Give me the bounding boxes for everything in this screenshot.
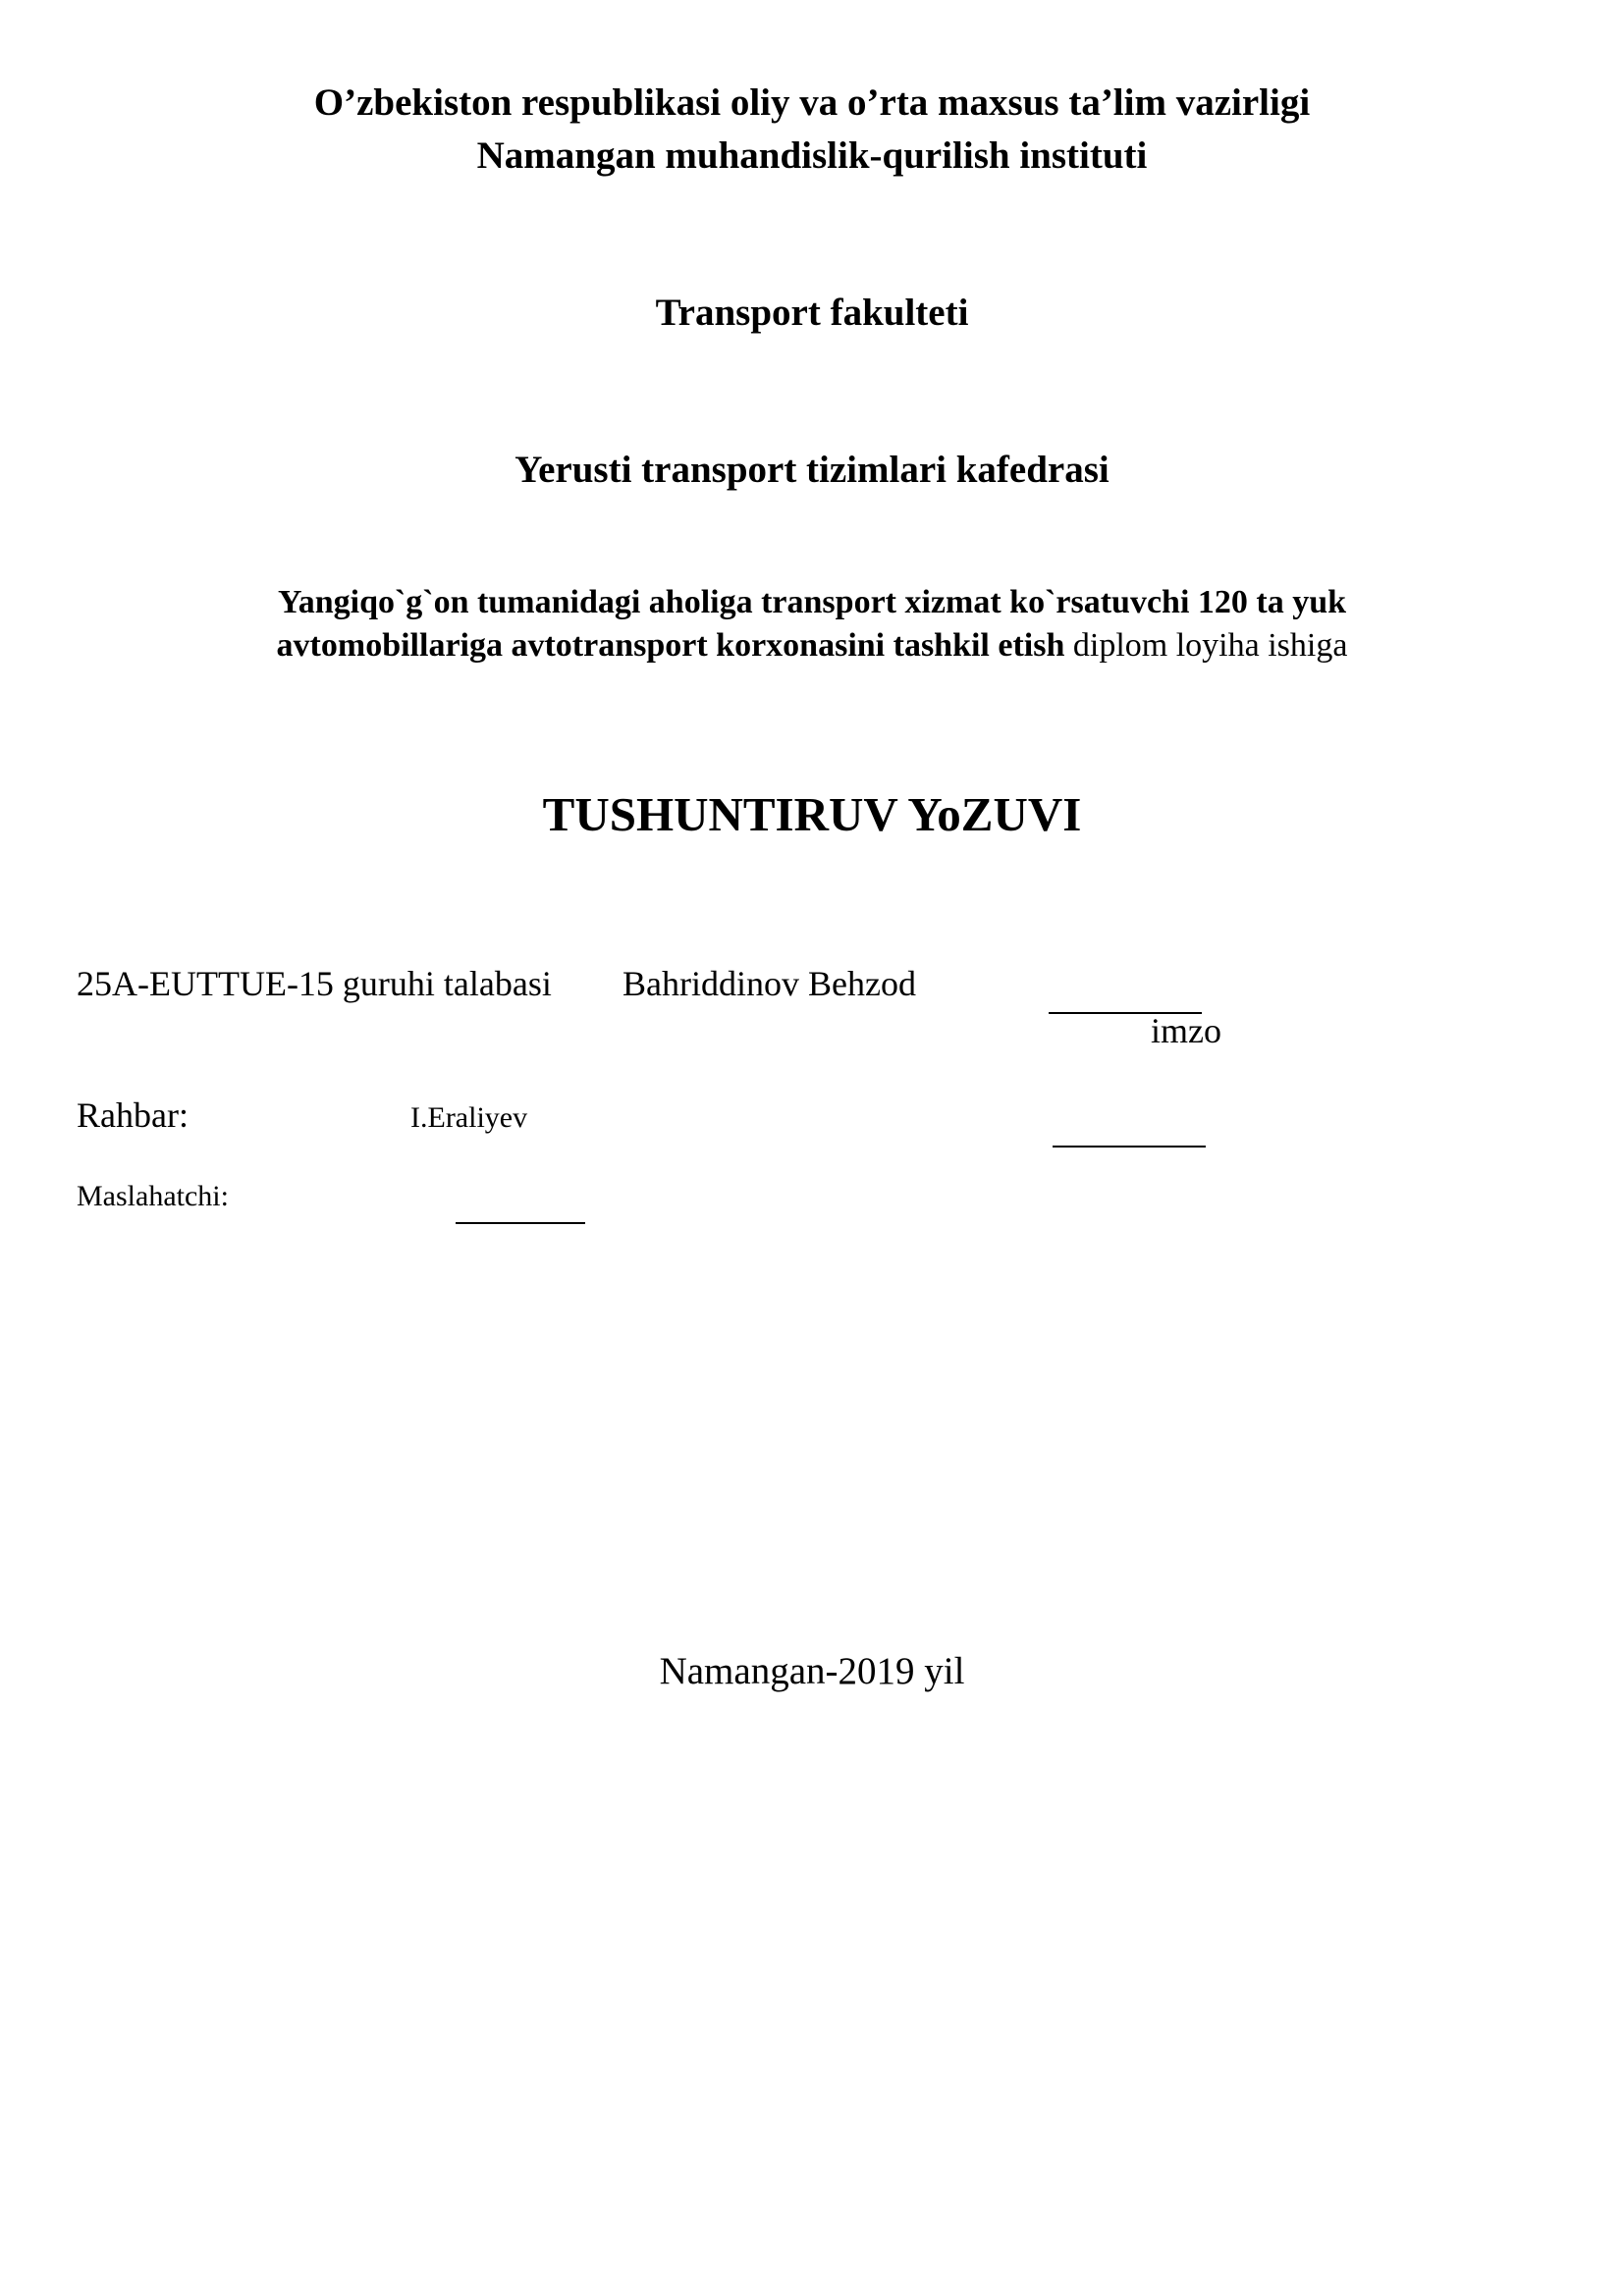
department-heading: Yerusti transport tizimlari kafedrasi xyxy=(514,449,1110,491)
city-year: Namangan-2019 yil xyxy=(659,1650,965,1692)
supervisor-signature-line xyxy=(1053,1135,1206,1152)
project-topic-plain: diplom loyiha ishiga xyxy=(1064,627,1348,664)
consultant-label: Maslahatchi: xyxy=(77,1180,229,1212)
project-topic-line2 xyxy=(0,624,1624,667)
faculty-heading: Transport fakulteti xyxy=(655,292,969,334)
consultant-signature-line xyxy=(456,1211,585,1229)
project-topic-bold: avtomobillariga avtotransport korxonasini tashkil etish xyxy=(276,627,1065,664)
student-name: Bahriddinov Behzod xyxy=(623,964,916,1003)
ministry-heading: O’zbekiston respublikasi oliy va o’rta maxsus ta’lim vazirligi xyxy=(313,81,1311,124)
supervisor-label: Rahbar: xyxy=(77,1095,189,1135)
student-group-label: 25A-EUTTUE-15 guruhi talabasi xyxy=(77,964,552,1003)
project-topic-line1: Yangiqo`g`on tumanidagi aholiga transport xizmat ko`rsatuvchi 120 ta yuk xyxy=(277,584,1347,620)
signature-caption: imzo xyxy=(1151,1011,1221,1050)
document-title: TUSHUNTIRUV YoZUVI xyxy=(542,787,1082,841)
institute-heading: Namangan muhandislik-qurilish instituti xyxy=(476,134,1148,177)
supervisor-name: I.Eraliyev xyxy=(410,1101,528,1134)
